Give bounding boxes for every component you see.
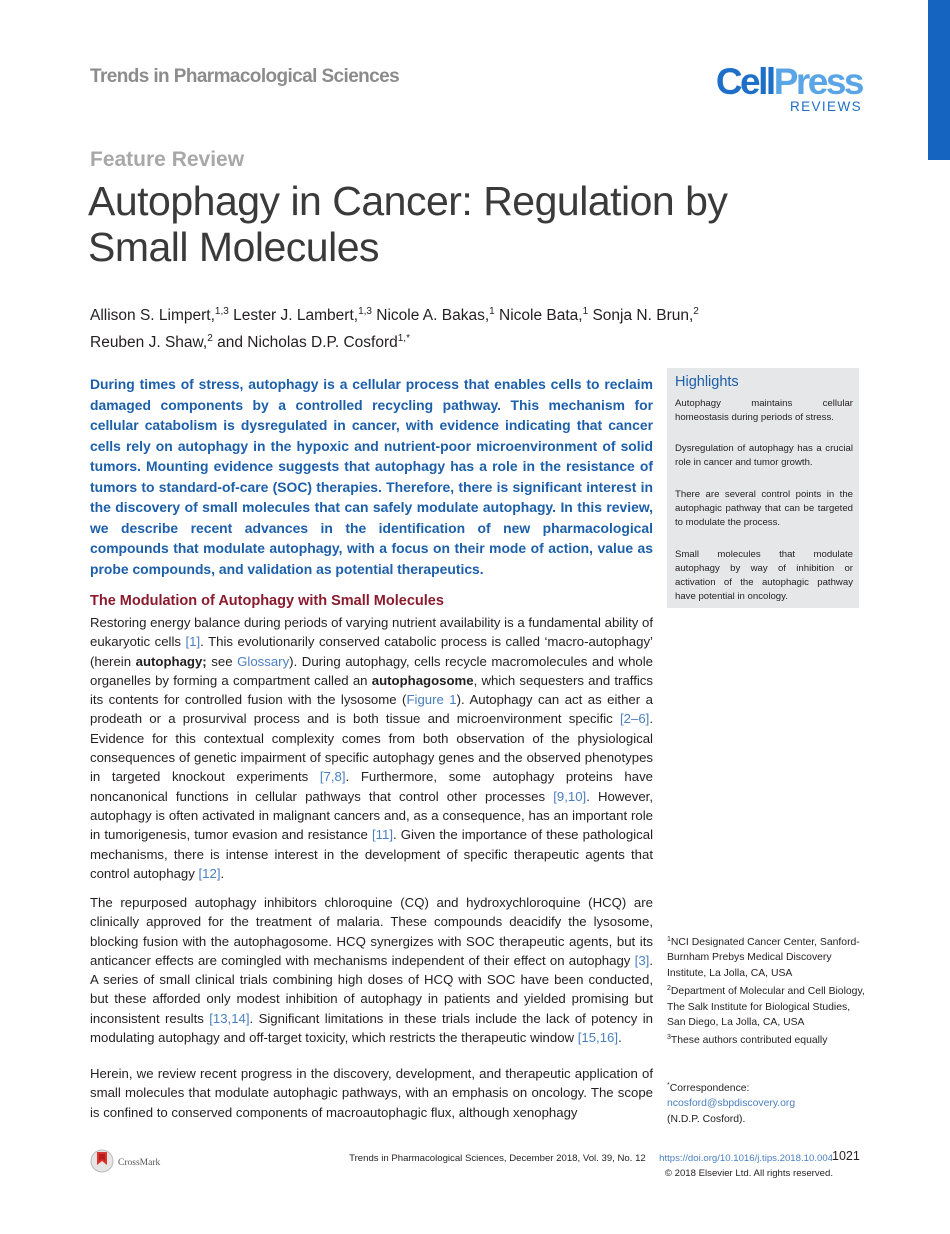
abstract: During times of stress, autophagy is a cellular process that enables cells to reclaim damaged components by a controlled recycling pathway. This mechanism for cellular catabolism is dysregulated in cancer, with evidence indicating that cancer cells rely on autophagy in the hypoxic and nutrient-poor microenvironment of solid tumors. Mounting evidence suggests that autophagy has a role in the resistance of tumors to standard-of-care (SOC) therapies. Therefore, there is significant interest in the discovery of small molecules that can safely modulate autophagy. In this review, we describe recent advances in the identification of new pharmacological compounds that modulate autophagy, with a focus on their mode of action, value as probe compounds, and validation as potential therapeutics.: [90, 376, 653, 577]
citation-link[interactable]: [9,10]: [553, 788, 587, 804]
citation-link[interactable]: [15,16]: [577, 1030, 619, 1046]
author: Nicole A. Bakas,$^1$: [376, 306, 495, 324]
citation-link[interactable]: [2–6]: [619, 711, 650, 727]
correspondence-email[interactable]: ncosford@sbpdiscovery.org: [667, 1098, 796, 1110]
crossmark-icon: [90, 1149, 114, 1175]
author: Lester J. Lambert,$^{1,3}$: [233, 306, 372, 324]
crossmark-label: CrossMark: [118, 1158, 161, 1168]
page-number: 1021: [832, 1149, 860, 1163]
page-footer: [300, 1151, 833, 1181]
citation-link[interactable]: [13,14]: [209, 1010, 250, 1026]
correspondence: *Correspondence: ncosford@sbpdiscovery.org (N.D.P. Cosford).: [667, 1078, 867, 1127]
copyright: © 2018 Elsevier Ltd. All rights reserved.: [664, 1168, 833, 1179]
highlights-box: [667, 368, 859, 608]
highlight-item: Small molecules that modulate autophagy by way of inhibition or activation of the autophagic pathway have potential in oncology.: [675, 549, 853, 602]
citation-link[interactable]: [1]: [185, 634, 201, 650]
citation-info: Trends in Pharmacological Sciences, December 2018, Vol. 39, No. 12: [349, 1153, 646, 1164]
author: and Nicholas D.P. Cosford$^{1,*}$: [217, 333, 410, 351]
affiliation: $^2$Department of Molecular and Cell Biology, The Salk Institute for Biological Studies, San Diego, La Jolla, CA, USA: [667, 985, 865, 1029]
doi-link[interactable]: https://doi.org/10.1016/j.tips.2018.10.004: [659, 1153, 833, 1164]
section-color-bar: [928, 0, 950, 160]
citation-link[interactable]: [7,8]: [319, 769, 346, 785]
body-paragraph: Restoring energy balance during periods of varying nutrient availability is a fundamental ability of eukaryotic cells [1]. This evolutionarily conserved catabolic process is called ‘macro-autophagy’ (herein autophagy; see Glossary). During autophagy, cells recycle macromolecules and whole organelles by forming a compartment called an autophagosome, which sequesters and traffics its contents for controlled fusion with the lysosome (Figure 1). Autophagy can act as either a prodeath or a prosurvival process and is both tissue and microenvironment specific [2–6]. Evidence for this contextual complexity comes from both observation of the physiological consequences of genetic impairment of specific autophagy genes and the observed phenotypes in targeted knockout experiments [7,8]. Furthermore, some autophagy proteins have noncanonical functions in cellular pathways that control other processes [9,10]. However, autophagy is often activated in malignant cancers and, as a consequence, has an important role in tumorigenesis, tumor evasion and resistance [11]. Given the importance of these pathological mechanisms, there is intense interest in the development of specific therapeutic agents that control autophagy [12].: [90, 615, 654, 881]
glossary-link[interactable]: Glossary: [237, 653, 290, 669]
crossmark-badge[interactable]: [90, 1149, 161, 1180]
author: Sonja N. Brun,$^2$: [592, 306, 699, 324]
citation-link[interactable]: [11]: [371, 827, 393, 843]
author: Reuben J. Shaw,$^2$: [90, 333, 213, 351]
journal-name: Trends in Pharmacological Sciences: [90, 66, 400, 87]
body-paragraph: The repurposed autophagy inhibitors chloroquine (CQ) and hydroxychloroquine (HCQ) are clinically approved for the treatment of malaria. These compounds deacidify the lysosome, blocking fusion with the autophagosome. HCQ synergizes with SOC therapeutic agents, but its anticancer effects are comingled with mechanisms independent of their effect on autophagy [3]. A series of small clinical trials combining high doses of HCQ with SOC have been conducted, but these afforded only modest inhibition of autophagy in patients and yielded promising but inconsistent results [13,14]. Significant limitations in these trials include the lack of potency in modulating autophagy and off-target toxicity, which restricts the therapeutic window [15,16].: [90, 895, 653, 1046]
glossary-term: autophagosome: [371, 672, 474, 688]
article-title: Autophagy in Cancer: Regulation by Small Molecules: [88, 178, 728, 270]
glossary-term: autophagy;: [135, 653, 207, 669]
highlight-item: Dysregulation of autophagy has a crucial role in cancer and tumor growth.: [675, 443, 853, 468]
article-type: Feature Review: [90, 148, 245, 171]
author: Allison S. Limpert,$^{1,3}$: [90, 306, 229, 324]
affiliation: $^1$NCI Designated Cancer Center, Sanford-Burnham Prebys Medical Discovery Institute, La Jolla, CA, USA: [667, 936, 860, 979]
figure-link[interactable]: Figure 1: [406, 692, 457, 708]
author: Nicole Bata,$^1$: [499, 306, 589, 324]
cellpress-logo: CellPress REVIEWS: [715, 61, 862, 114]
affiliation: $^3$These authors contributed equally: [667, 1034, 828, 1047]
body-paragraph: Herein, we review recent progress in the discovery, development, and therapeutic application of small molecules that modulate autophagic pathways, with an emphasis on oncology. The scope is confined to conserved components of macroautophagic flux, although xenophagy: [90, 1066, 653, 1120]
citation-link[interactable]: [3]: [634, 952, 650, 968]
section-heading: The Modulation of Autophagy with Small Molecules: [90, 593, 444, 609]
highlight-item: There are several control points in the autophagic pathway that can be targeted to modulate the process.: [675, 489, 853, 528]
affiliations: [667, 932, 867, 1049]
highlights-title: Highlights: [675, 374, 739, 390]
logo-subtitle: REVIEWS: [789, 99, 862, 114]
citation-link[interactable]: [12]: [198, 865, 221, 881]
highlight-item: Autophagy maintains cellular homeostasis during periods of stress.: [675, 398, 853, 423]
author-list: [90, 300, 790, 354]
